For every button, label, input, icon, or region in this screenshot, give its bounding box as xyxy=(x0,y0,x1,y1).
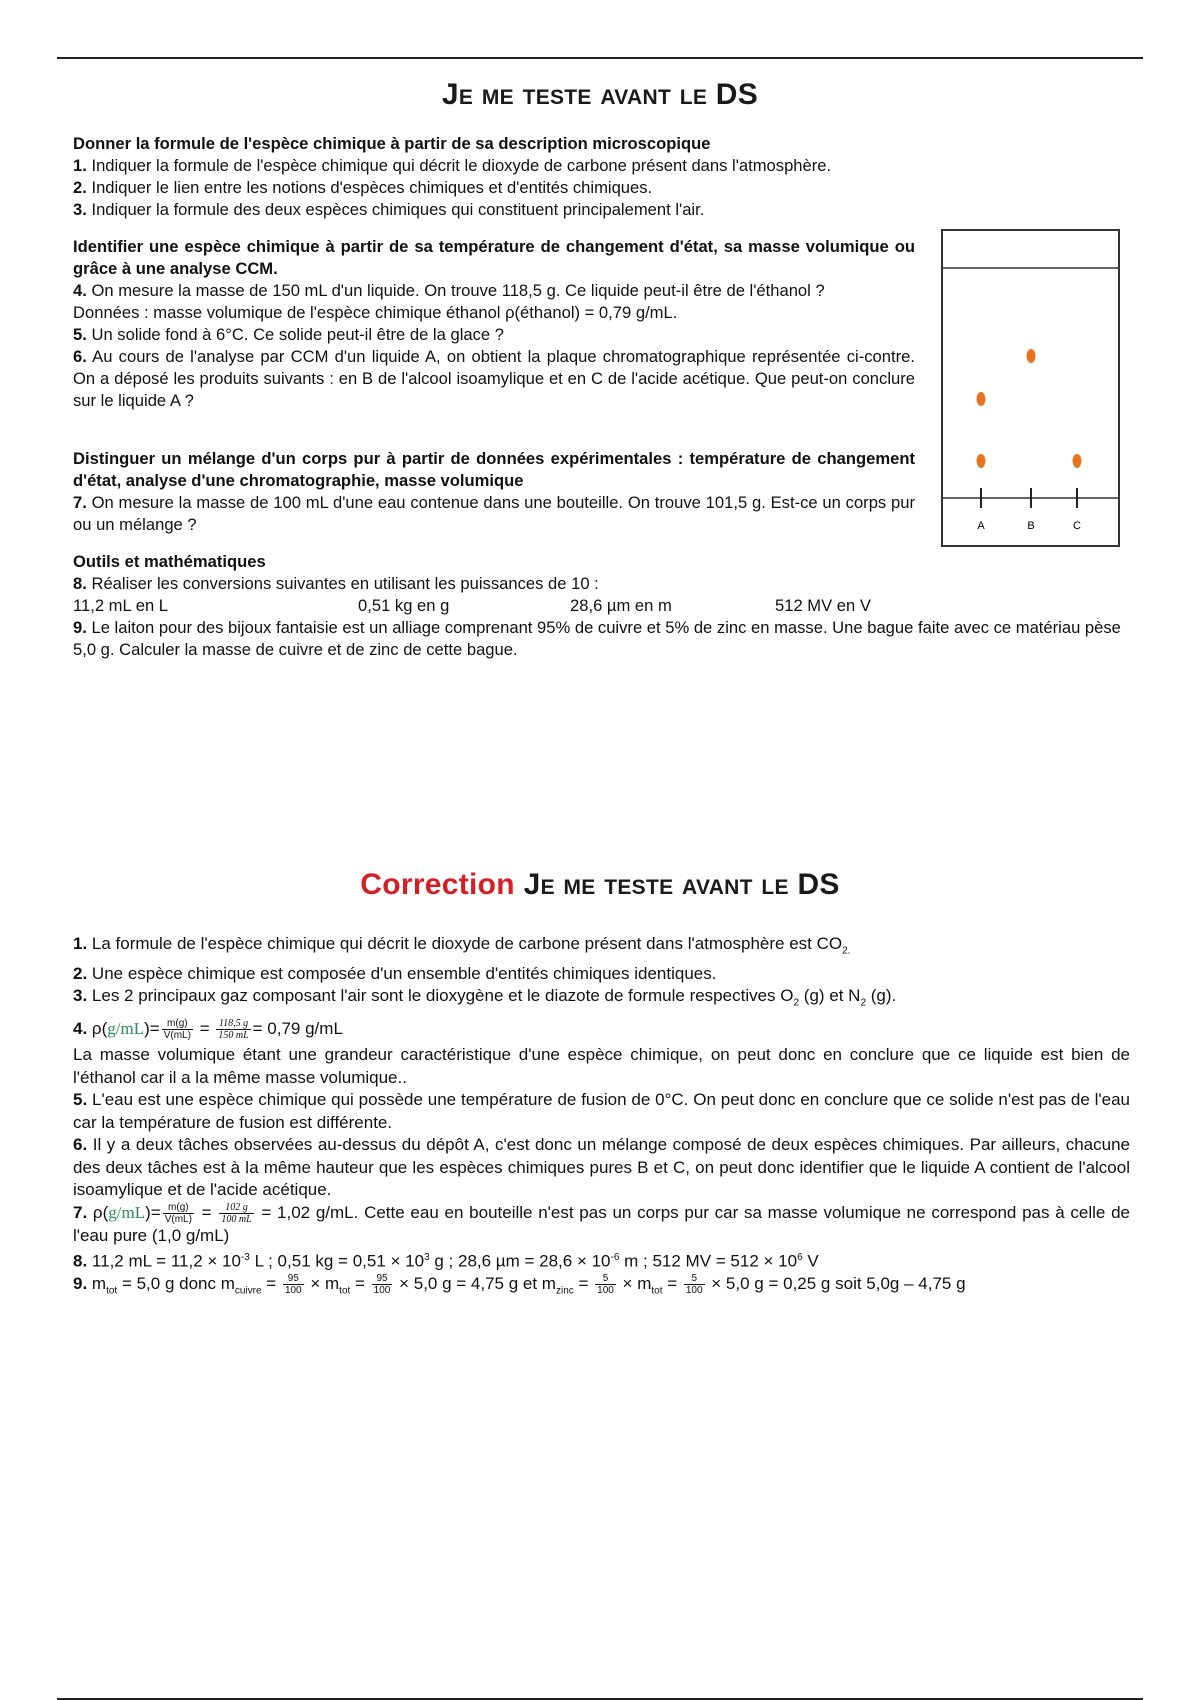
answer-6: 6. Il y a deux tâches observées au-dessus du dépôt A, c'est donc un mélange composé de deux espèces chimiques. Par ailleurs, chacune des deux tâches est à la même hauteur que les espèces chimiques pures B et C, on peut donc identifier que le liquide A contient de l'alcool isoamylique et de l'acide acétique. xyxy=(73,1135,1130,1200)
ccm-plate xyxy=(941,229,1120,547)
answer-8: 8. 11,2 mL = $11,2 \times 10^{-3}$ L ; 0,51 kg = $0,51 \times 10^3$ g ; 28,6 $\mu m = 28,6 \times 10^{-6}$ m ; 512 MV = $512 \times 10^6$ V xyxy=(73,1251,819,1271)
answer-2: 2. Une espèce chimique est composée d'un ensemble d'entités chimiques identiques. xyxy=(73,963,717,983)
conversion-list xyxy=(73,595,1133,617)
question-4: 4. On mesure la masse de 150 mL d'un liquide. On trouve 118,5 g. Ce liquide peut-il être de l'éthanol ? xyxy=(73,281,825,300)
label-b: B xyxy=(1027,520,1035,532)
spot-c xyxy=(1073,454,1082,468)
section-heading: Distinguer un mélange d'un corps pur à partir de données expérimentales : température de changement d'état, analyse d'une chromatographie, masse volumique xyxy=(73,449,915,490)
question-9: 9. Le laiton pour des bijoux fantaisie est un alliage comprenant 95% de cuivre et 5% de zinc en masse. Une bague faite avec ce matériau pèse 5,0 g. Calculer la masse de cuivre et de zinc de cette bague. xyxy=(73,618,1121,659)
section-heading: Identifier une espèce chimique à partir de sa température de changement d'état, sa masse volumique ou grâce à une analyse CCM. xyxy=(73,237,915,278)
spot-b xyxy=(1027,349,1036,363)
section-heading: Outils et mathématiques xyxy=(73,552,266,571)
answer-3: 3. Les 2 principaux gaz composant l'air sont le dioxygène et le diazote de formule respectives $O_2$ (g) et $N_2$ (g). xyxy=(73,986,897,1009)
top-rule xyxy=(57,57,1143,59)
page-title: Je me teste avant le DS xyxy=(441,78,759,111)
conversion-item: 11,2 mL en L xyxy=(73,596,169,615)
spot-a-lower xyxy=(977,454,986,468)
section-heading: Donner la formule de l'espèce chimique à partir de sa description microscopique xyxy=(73,134,711,153)
question-6: 6. Au cours de l'analyse par CCM d'un liquide A, on obtient la plaque chromatographique représentée ci-contre. On a déposé les produits suivants : en B de l'alcool isoamylique et en C de l'acide acétique. Que peut-on conclure sur le liquide A ? xyxy=(73,347,915,410)
question-2: 2. Indiquer le lien entre les notions d'espèces chimiques et d'entités chimiques. xyxy=(73,178,653,197)
answer-9: 9. $m_{tot} = 5,0$ g donc $m_{cuivre}$ = $\frac{95}{100}$ × $m_{tot}$ = $\frac{95}{100}$ × 5,0 g = 4,75 g et $m_{zinc}$ = $\frac{5}{100}$ × $m_{tot}$ = $\frac{5}{100}$ × 5,0 g = 0,25 g soit 5,0g – 4,75 g xyxy=(73,1273,966,1297)
question-5: 5. Un solide fond à 6°C. Ce solide peut-il être de la glace ? xyxy=(73,325,504,344)
section-tools xyxy=(73,551,1133,661)
answer-4-text: La masse volumique étant une grandeur caractéristique d'une espèce chimique, on peut donc en conclure que ce liquide est bien de l'éthanol car il a la même masse volumique.. xyxy=(73,1045,1130,1087)
answer-5: 5. L'eau est une espèce chimique qui possède une température de fusion de 0°C. On peut donc en conclure que ce solide n'est pas de l'eau car la température de fusion est différente. xyxy=(73,1090,1130,1132)
question-1: 1. Indiquer la formule de l'espèce chimique qui décrit le dioxyde de carbone présent dans l'atmosphère. xyxy=(73,156,832,175)
spot-a-upper xyxy=(977,392,986,406)
answer-4-formula: 4. ρ(g/mL)= $\frac{m(g)}{V(mL)}$ = $\frac{118,5 g}{150 mL}$ = 0,79 g/mL xyxy=(73,1018,343,1042)
answer-1: 1. La formule de l'espèce chimique qui décrit le dioxyde de carbone présent dans l'atmosphère est $CO_{2.}$ xyxy=(73,934,851,957)
answer-7: 7. ρ(g/mL)= $\frac{m(g)}{V(mL)}$ = $\frac{102 g}{100 mL}$ = 1,02 g/mL. Cette eau en bouteille n'est pas un corps pur car sa masse volumique ne correspond pas à celle de l'eau pure (1,0 g/mL) xyxy=(73,1201,1130,1245)
question-8: 8. Réaliser les conversions suivantes en utilisant les puissances de 10 : xyxy=(73,574,599,593)
section-identify xyxy=(73,236,915,412)
question-3: 3. Indiquer la formule des deux espèces chimiques qui constituent principalement l'air. xyxy=(73,200,705,219)
label-a: A xyxy=(977,520,985,532)
correction-body xyxy=(73,933,1130,1303)
label-c: C xyxy=(1073,520,1081,532)
section-mixture xyxy=(73,448,915,536)
section-formula xyxy=(73,133,1133,221)
correction-title: Correction Je me teste avant le DS xyxy=(360,868,840,901)
conversion-item: 0,51 kg en g xyxy=(358,596,450,615)
question-7: 7. On mesure la masse de 100 mL d'une eau contenue dans une bouteille. On trouve 101,5 g. Est-ce un corps pur ou un mélange ? xyxy=(73,493,915,534)
conversion-item: 28,6 µm en m xyxy=(570,596,672,615)
conversion-item: 512 MV en V xyxy=(775,596,871,615)
data-ethanol: Données : masse volumique de l'espèce chimique éthanol ρ(éthanol) = 0,79 g/mL. xyxy=(73,303,678,322)
ccm-plate-drawing xyxy=(943,231,1118,545)
